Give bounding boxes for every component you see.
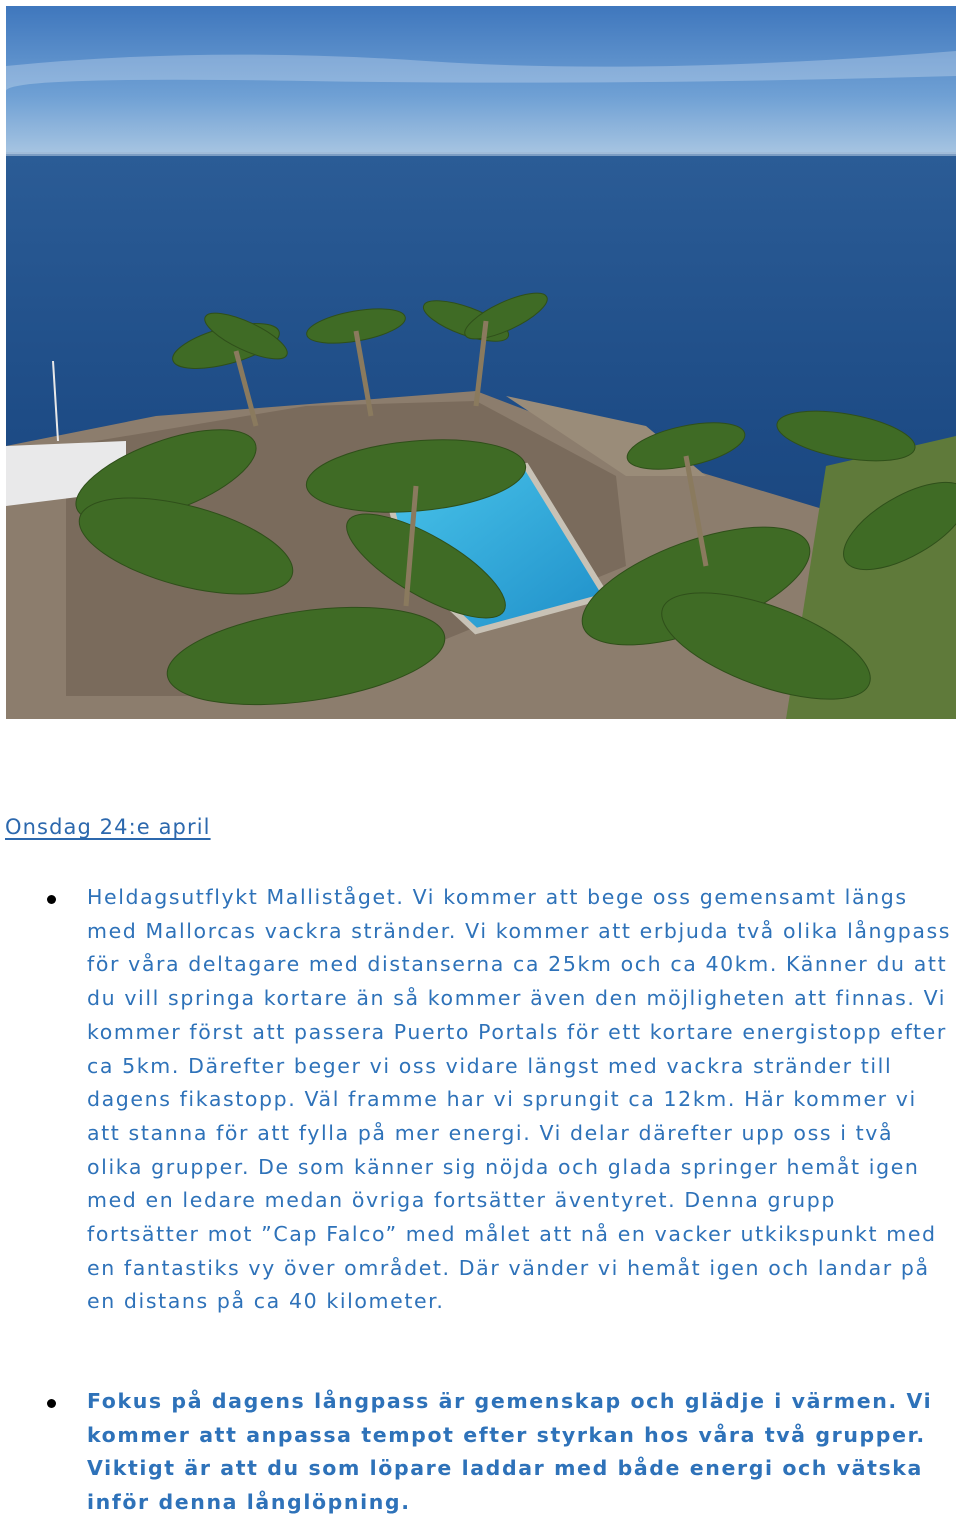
bullet-icon (47, 895, 56, 904)
bullet-icon (47, 1399, 56, 1408)
resort-pool-photo (6, 6, 956, 719)
activity-description: Heldagsutflykt Malliståget. Vi kommer att bege oss gemensamt längs med Mallorcas vackra stränder. Vi kommer att erbjuda två olika långpass för våra deltagare med distanserna ca 25km och ca 40km. Känner du att du vill springa kortare än så kommer även den möjligheten att finnas. Vi kommer först att passera Puerto Portals för ett kortare energistopp efter ca 5km. Därefter beger vi oss vidare längst med vackra stränder till dagens fikastopp. Väl framme har vi sprungit ca 12km. Här kommer vi att stanna för att fylla på mer energi. Vi delar därefter upp oss i två olika grupper. De som känner sig nöjda och glada springer hemåt igen med en ledare medan övriga fortsätter äventyret. Denna grupp fortsätter mot ”Cap Falco” med målet att nå en vacker utkikspunkt med en fantastiks vy över området. Där vänder vi hemåt igen och landar på en distans på ca 40 kilometer. (87, 885, 952, 1314)
day-heading: Onsdag 24:e april (5, 815, 211, 839)
activity-description: Fokus på dagens långpass är gemenskap och glädje i värmen. Vi kommer att anpassa tempot efter styrkan hos våra två grupper. Viktigt är att du som löpare laddar med både energi och vätska inför denna långlöpning. (87, 1389, 933, 1515)
